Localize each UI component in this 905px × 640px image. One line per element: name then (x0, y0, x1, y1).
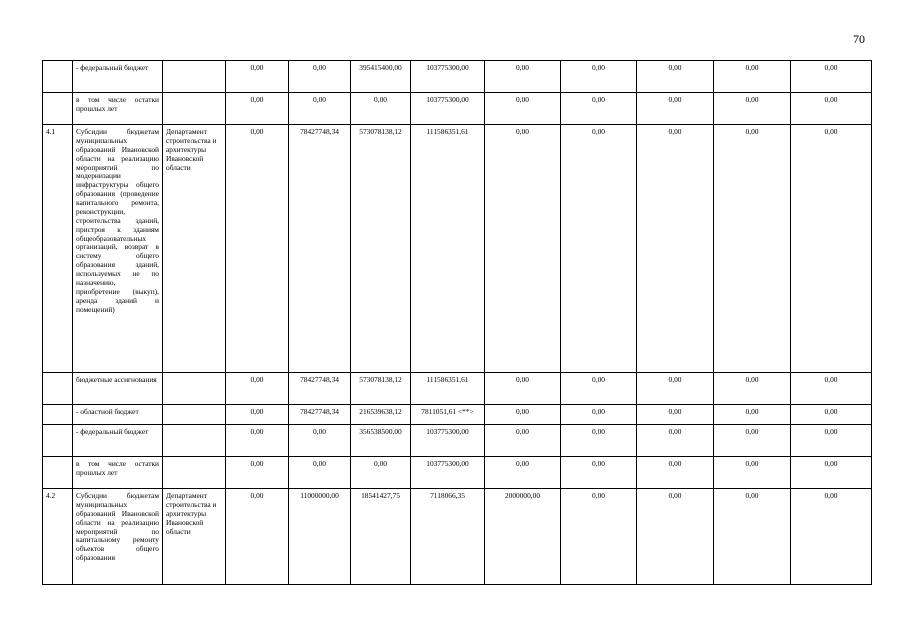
value-cell: 0,00 (226, 373, 289, 405)
value-cell: 0,00 (714, 405, 791, 425)
value-cell: 573078138,12 (351, 125, 411, 373)
row-description: - федеральный бюджет (73, 61, 163, 93)
value-cell: 0,00 (714, 93, 791, 125)
value-cell: 18541427,75 (351, 489, 411, 585)
value-cell: 0,00 (714, 425, 791, 457)
row-executor (163, 373, 226, 405)
value-cell: 0,00 (791, 405, 872, 425)
row-description: в том числе остатки прошлых лет (73, 457, 163, 489)
value-cell: 216539638,12 (351, 405, 411, 425)
budget-table (42, 60, 872, 585)
table-row (43, 373, 872, 405)
value-cell: 78427748,34 (289, 373, 351, 405)
value-cell: 0,00 (791, 425, 872, 457)
row-index (43, 457, 73, 489)
value-cell: 0,00 (561, 425, 637, 457)
value-cell: 0,00 (351, 93, 411, 125)
value-cell: 0,00 (637, 373, 714, 405)
table-row (43, 93, 872, 125)
value-cell: 0,00 (485, 457, 561, 489)
value-cell: 78427748,34 (289, 125, 351, 373)
value-cell: 0,00 (791, 489, 872, 585)
value-cell: 0,00 (637, 405, 714, 425)
value-cell: 0,00 (351, 457, 411, 489)
value-cell: 0,00 (226, 61, 289, 93)
row-description: бюджетные ассигнования (73, 373, 163, 405)
value-cell: 0,00 (485, 405, 561, 425)
value-cell: 0,00 (485, 125, 561, 373)
row-index (43, 373, 73, 405)
row-index (43, 405, 73, 425)
value-cell: 0,00 (289, 425, 351, 457)
row-executor (163, 61, 226, 93)
value-cell: 0,00 (485, 93, 561, 125)
value-cell: 0,00 (714, 489, 791, 585)
value-cell: 11000000,00 (289, 489, 351, 585)
value-cell: 103775300,00 (411, 93, 485, 125)
value-cell: 0,00 (289, 457, 351, 489)
value-cell: 0,00 (561, 457, 637, 489)
table-row (43, 405, 872, 425)
value-cell: 0,00 (637, 425, 714, 457)
value-cell: 0,00 (289, 93, 351, 125)
value-cell: 0,00 (791, 457, 872, 489)
row-description: в том числе остатки прошлых лет (73, 93, 163, 125)
value-cell: 0,00 (561, 125, 637, 373)
value-cell: 0,00 (637, 489, 714, 585)
value-cell: 0,00 (289, 61, 351, 93)
row-description: - областной бюджет (73, 405, 163, 425)
value-cell: 0,00 (561, 373, 637, 405)
row-index (43, 425, 73, 457)
value-cell: 0,00 (637, 93, 714, 125)
value-cell: 0,00 (226, 457, 289, 489)
value-cell: 0,00 (637, 457, 714, 489)
value-cell: 0,00 (561, 405, 637, 425)
value-cell: 0,00 (714, 373, 791, 405)
value-cell: 573078138,12 (351, 373, 411, 405)
value-cell: 103775300,00 (411, 61, 485, 93)
value-cell: 111586351,61 (411, 373, 485, 405)
value-cell: 0,00 (714, 61, 791, 93)
row-executor: Департамент строительства и архитектуры Ивановской области (163, 125, 226, 373)
value-cell: 0,00 (226, 93, 289, 125)
row-executor (163, 425, 226, 457)
value-cell: 395415400,00 (351, 61, 411, 93)
value-cell: 0,00 (226, 405, 289, 425)
value-cell: 0,00 (714, 125, 791, 373)
row-description: - федеральный бюджет (73, 425, 163, 457)
value-cell: 0,00 (561, 93, 637, 125)
page-number: 70 (853, 32, 865, 46)
value-cell: 0,00 (485, 425, 561, 457)
value-cell: 0,00 (561, 61, 637, 93)
row-description: Субсидии бюджетам муниципальных образований Ивановской области на реализацию мероприятий по модернизации инфраструктуры общего образования (проведение капитального ремонта, реконструкции, строительства зданий, пристроя к зданиям общеобразовательных организаций, возврат в систему общего образования зданий, используемых не по назначению, приобретение (выкуп), аренда зданий и помещений) (73, 125, 163, 373)
value-cell: 356538500,00 (351, 425, 411, 457)
value-cell: 0,00 (226, 125, 289, 373)
table-row (43, 125, 872, 373)
value-cell: 0,00 (637, 125, 714, 373)
row-index: 4.2 (43, 489, 73, 585)
value-cell: 0,00 (485, 61, 561, 93)
value-cell: 0,00 (791, 61, 872, 93)
value-cell: 0,00 (226, 489, 289, 585)
row-index: 4.1 (43, 125, 73, 373)
value-cell: 7118066,35 (411, 489, 485, 585)
value-cell: 0,00 (226, 425, 289, 457)
value-cell: 0,00 (637, 61, 714, 93)
table-row (43, 457, 872, 489)
row-index (43, 61, 73, 93)
row-executor (163, 405, 226, 425)
value-cell: 7811051,61 <**> (411, 405, 485, 425)
value-cell: 0,00 (791, 125, 872, 373)
row-executor: Департамент строительства и архитектуры Ивановской области (163, 489, 226, 585)
value-cell: 0,00 (561, 489, 637, 585)
table-row (43, 425, 872, 457)
value-cell: 0,00 (714, 457, 791, 489)
value-cell: 0,00 (791, 93, 872, 125)
table-row (43, 61, 872, 93)
value-cell: 0,00 (791, 373, 872, 405)
row-index (43, 93, 73, 125)
value-cell: 78427748,34 (289, 405, 351, 425)
row-executor (163, 457, 226, 489)
row-executor (163, 93, 226, 125)
value-cell: 0,00 (485, 373, 561, 405)
value-cell: 2000000,00 (485, 489, 561, 585)
value-cell: 111586351,61 (411, 125, 485, 373)
value-cell: 103775300,00 (411, 425, 485, 457)
row-description: Субсидии бюджетам муниципальных образований Ивановской области на реализацию мероприятий по капитальному ремонту объектов общего образования (73, 489, 163, 585)
value-cell: 103775300,00 (411, 457, 485, 489)
table-row (43, 489, 872, 585)
